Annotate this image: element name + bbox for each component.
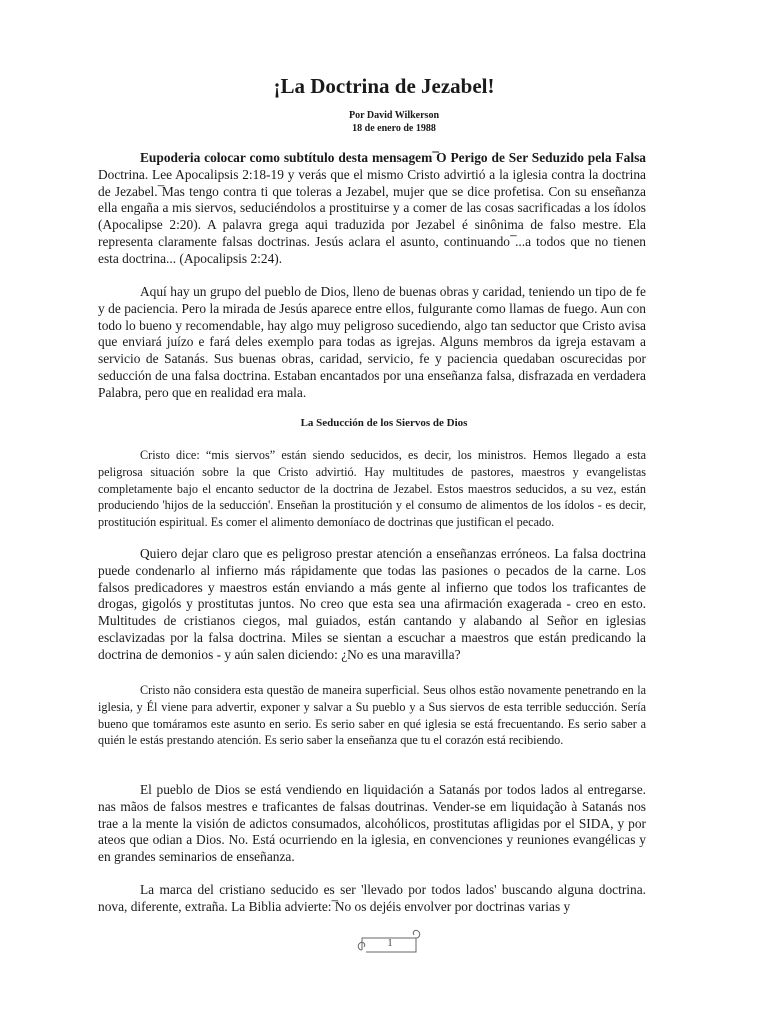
paragraph-2: Aquí hay un grupo del pueblo de Dios, lleno de buenas obras y caridad, teniendo un tipo de fe y de paciencia. Pero la mirada de Jesús aparece entre ellos, fulgurante como llamas de fuego. Aun con todo lo bueno y recomendable, hay algo muy peligroso sucediendo, algo tan seductor que Cristo avisa que enviará juízo e fará deles exemplo para todas as igrejas. Alguns membros da igreja estavam a servicio de Satanás. Sus buenas obras, caridad, servicio, fe y paciencia quedaban oscurecidas por seducción de una falsa doctrina. Estaban encantados por una enseñanza falsa, disfrazada en verdadera Palabra, pero que en realidad era mala.	[98, 284, 646, 400]
paragraph-3: Cristo dice: “mis siervos” están siendo seducidos, es decir, los ministros. Hemos llegado a esta peligrosa situación sobre la que Cristo advirtió. Hay multitudes de pastores, maestros y evangelistas completamente bajo el encanto seductor de la doctrina de Jezabel. Estos maestros seducidos, a su vez, están produciendo 'hijos de la seducción'. Enseñan la prostitución y el consumo de alimentos de los ídolos - es decir, prostitución espiritual. Es comer el alimento demoníaco de doctrinas que justifican el pecado.	[98, 448, 646, 530]
page-number: 1	[387, 938, 393, 949]
paragraph-1-text: Doctrina. Lee Apocalipsis 2:18-19 y verás que el mismo Cristo advirtió a la iglesia contra la doctrina de Jezabel. ̅Mas tengo contra ti que toleras a Jezabel, mujer que se dice profetisa. Con su enseñanza ella engaña a mis siervos, seduciéndolos a prostituirse y a comer de las cosas sacrificadas a los ídolos (Apocalipse 2:20). A palavra grega aqui traduzida por Jezabel é sinônima de falso mestre. Ela representa claramente falsas doctrinas. Jesús aclara el asunto, continuando ̅...a todos que no tienen esta doctrina... (Apocalipsis 2:24).	[98, 166, 646, 266]
paragraph-7: La marca del cristiano seducido es ser 'llevado por todos lados' buscando alguna doctrina. nova, diferente, extraña. La Biblia advierte: ̅No os dejéis envolver por doctrinas varias y	[98, 882, 646, 914]
paragraph-4: Quiero dejar claro que es peligroso prestar atención a enseñanzas erróneos. La falsa doctrina puede condenarlo al infierno más rápidamente que todas las pasiones o pecados de la carne. Los falsos predicadores y maestros están enviando a más gente al infierno que todos los traficantes de drogas, gigolós y prostitutas juntos. No creo que esta sea una afirmación exagerada - creo en esto. Multitudes de cristianos ciegos, mal guiados, están cantando y alabando al Señor en iglesias esclavizadas por la falsa doctrina. Miles se sientan a escuchar a maestros que están predicando la doctrina de demonios - y aún salen diciendo: ¿No es una maravilla?	[98, 546, 646, 662]
paragraph-6: El pueblo de Dios se está vendiendo en liquidación a Satanás por todos lados al entregarse. nas mãos de falsos mestres e traficantes de falsas doutrinas. Vender-se em liquidação à Satanás nos trae a la mente la visión de adictos consumados, alcohólicos, prostitutas afligidas por el SIDA, y por ateos que odian a Dios. No. Está ocurriendo en la iglesia, en convenciones y reuniones evangélicas y en grandes seminarios de enseñanza.	[98, 782, 646, 865]
paragraph-1	[98, 150, 646, 268]
date-line: 18 de enero de 1988	[352, 123, 436, 134]
section-heading: La Seducción de los Siervos de Dios	[300, 417, 468, 429]
page-footer	[354, 928, 420, 954]
document-title: ¡La Doctrina de Jezabel!	[273, 74, 495, 98]
author-line: Por David Wilkerson	[348, 110, 439, 121]
paragraph-1-lede: Eupoderia colocar como subtítulo desta mensagem ̅O Perigo de Ser Seduzido pela Falsa	[140, 150, 646, 165]
paragraph-5: Cristo não considera esta questão de maneira superficial. Seus olhos estão novamente penetrando en la iglesia, y Él viene para advertir, exponer y salvar a Su pueblo y a Sus siervos de esta terrible seducción. Sería bueno que tomáramos este asunto en serio. Es serio saber en qué iglesia se está frecuentando. Es serio saber a quién le estás prestando atención. Es serio saber la enseñanza que tu el corazón está recibiendo.	[98, 683, 646, 748]
